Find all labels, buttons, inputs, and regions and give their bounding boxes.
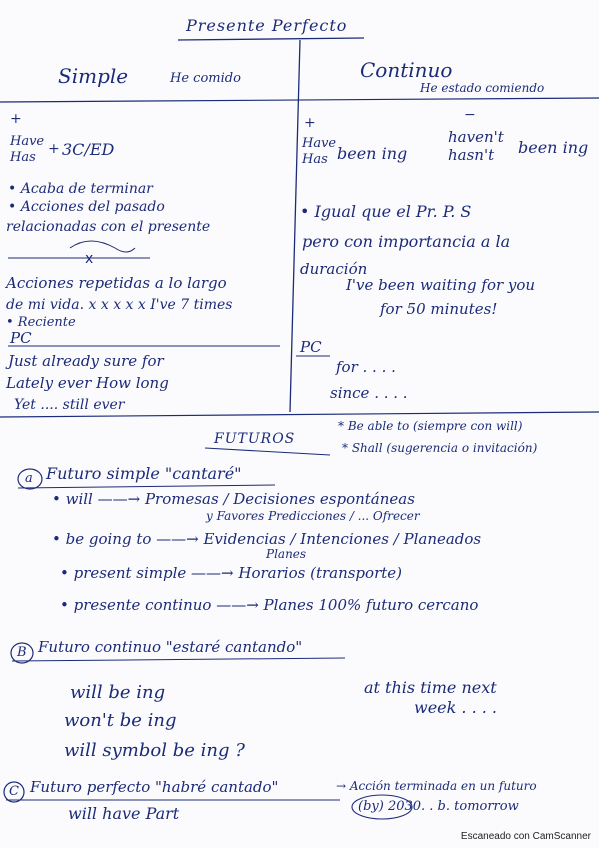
simple-use-3: relacionadas con el presente <box>6 219 211 235</box>
futuro-c-note: → Acción terminada en un futuro <box>336 779 537 793</box>
page-title: Presente Perfecto <box>186 16 348 35</box>
futuro-b-label: B <box>17 645 27 660</box>
futuro-a-item-3: • be going to ——→ Evidencias / Intenciones / Planeados <box>52 530 482 548</box>
continuo-havent: haven't hasn't <box>448 128 504 164</box>
continuo-plus-sign: + <box>304 115 316 131</box>
futuro-c-example: (by) 2030. . b. tomorrow <box>358 799 519 814</box>
futuros-side-note-2: * Shall (sugerencia o invitación) <box>342 441 538 455</box>
simple-plus: + <box>48 141 60 157</box>
futuros-side-note-1: * Be able to (siempre con will) <box>338 419 523 433</box>
simple-example: He comido <box>170 71 241 86</box>
continuo-pc-line-2: since . . . . <box>330 384 408 402</box>
futuro-c-label: C <box>9 784 19 799</box>
simple-pc-label: PC <box>10 329 32 347</box>
futuros-heading: FUTUROS <box>214 431 296 447</box>
simple-use-1: • Acaba de terminar <box>8 181 153 197</box>
simple-repeated: Acciones repetidas a lo largo <box>6 274 227 292</box>
continuo-note-2: pero con importancia a la <box>302 232 511 251</box>
continuo-been-ing: been ing <box>337 144 408 163</box>
continuo-heading: Continuo <box>360 58 453 82</box>
svg-text:x: x <box>85 251 94 267</box>
futuro-a-item-4: Planes <box>266 547 307 561</box>
continuo-pc-label: PC <box>300 338 322 356</box>
futuro-c-title: Futuro perfecto "habré cantado" <box>30 778 279 796</box>
futuro-b-item-3: will symbol be ing ? <box>64 740 245 761</box>
continuo-minus-sign: − <box>464 107 476 123</box>
simple-repeated-2: de mi vida. x x x x x I've 7 times <box>6 297 233 313</box>
continuo-note-3: duración <box>300 260 368 278</box>
continuo-pc-line-1: for . . . . <box>336 358 396 376</box>
simple-pc-line-2: Lately ever How long <box>6 374 169 392</box>
continuo-note-1: • Igual que el Pr. P. S <box>300 202 472 221</box>
futuro-b-item-1: will be ing <box>70 682 166 703</box>
futuro-b-item-2: won't be ing <box>64 710 177 731</box>
continuo-example-2: I've been waiting for you <box>346 276 536 294</box>
continuo-example-3: for 50 minutes! <box>380 300 498 318</box>
simple-heading: Simple <box>58 64 129 88</box>
simple-recent: • Reciente <box>6 315 76 330</box>
simple-have-has: Have Has <box>10 134 45 165</box>
futuro-a-item-1: • will ——→ Promesas / Decisiones espontáneas <box>52 490 415 508</box>
futuro-c-form: will have Part <box>68 804 180 823</box>
simple-pc-line-3: Yet .... still ever <box>14 397 125 413</box>
futuro-a-label: a <box>25 471 33 486</box>
futuro-b-note-2: week . . . . <box>414 698 498 717</box>
futuro-a-title: Futuro simple "cantaré" <box>46 464 242 483</box>
continuo-example: He estado comiendo <box>420 81 545 95</box>
simple-pc-line-1: Just already sure for <box>8 352 164 370</box>
continuo-been-ing-2: been ing <box>518 138 589 157</box>
futuro-a-item-6: • presente continuo ——→ Planes 100% futuro cercano <box>60 596 479 614</box>
simple-use-2: • Acciones del pasado <box>8 199 165 215</box>
futuro-b-note-1: at this time next <box>364 678 497 697</box>
futuro-b-title: Futuro continuo "estaré cantando" <box>38 638 303 656</box>
continuo-have-has: Have Has <box>302 136 337 167</box>
simple-formula: 3C/ED <box>62 140 115 159</box>
simple-plus-sign: + <box>10 111 22 127</box>
futuro-a-item-2: y Favores Predicciones / ... Ofrecer <box>206 509 420 523</box>
camscanner-footer: Escaneado con CamScanner <box>460 831 591 842</box>
futuro-a-item-5: • present simple ——→ Horarios (transporte) <box>60 564 402 582</box>
